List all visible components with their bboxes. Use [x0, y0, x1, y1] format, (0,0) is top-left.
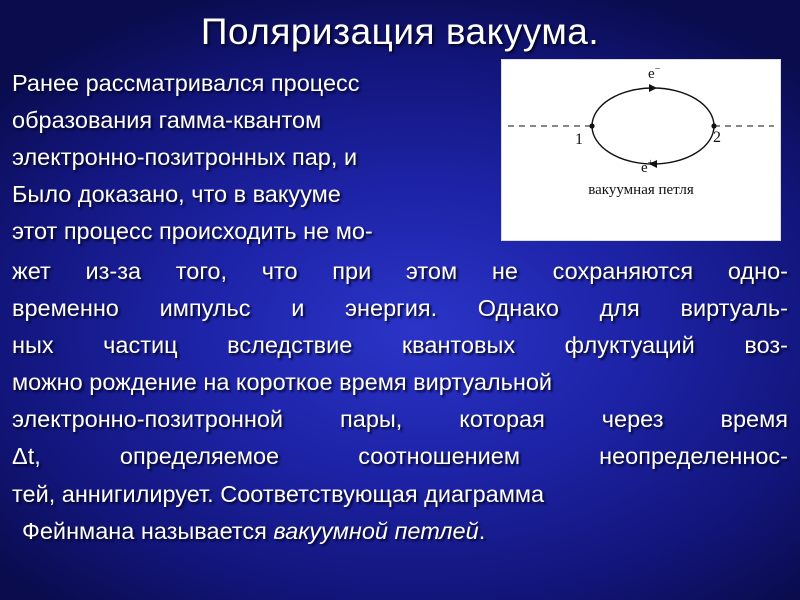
diagram-svg: [502, 60, 780, 240]
positron-label: e+: [641, 158, 654, 176]
vertex-1-dot: [589, 123, 594, 128]
text-line: временно импульс и энергия. Однако для виртуаль-: [12, 295, 788, 321]
text-line: Было доказано, что в вакууме: [12, 181, 341, 207]
text-fragment: Фейнмана называется: [22, 518, 274, 544]
text-line: электронно-позитронной пары, которая через время: [12, 406, 788, 432]
text-line: Ранее рассматривался процесс: [12, 70, 360, 96]
vertex-2-dot: [711, 123, 716, 128]
slide-title: Поляризация вакуума.: [200, 11, 600, 52]
diagram-caption: вакуумная петля: [588, 182, 694, 198]
electron-label: e−: [648, 64, 661, 82]
text-line: электронно-позитронных пар, и: [12, 144, 358, 170]
text-line: тей, аннигилирует. Соответствующая диаграмма: [12, 481, 545, 507]
loop-ellipse: [592, 88, 714, 164]
electron-arrow-icon: [649, 84, 657, 92]
text-line: ных частиц вследствие квантовых флуктуаций воз-: [12, 332, 788, 358]
feynman-vacuum-loop-diagram: [501, 59, 781, 241]
text-line: образования гамма-квантом: [12, 107, 322, 133]
vacuum-loop-term: вакуумной петлей: [273, 518, 479, 544]
text-fragment: .: [478, 518, 486, 544]
text-line: Δt, определяемое соотношением неопределеннос-: [12, 443, 788, 469]
vertex-1-label: 1: [575, 131, 583, 148]
text-line: можно рождение на короткое время виртуальной: [12, 369, 553, 395]
text-line-final: [22, 512, 798, 550]
text-line: жет из-за того, что при этом не сохраняются одно-: [12, 258, 788, 284]
text-line: этот процесс происходить не мо-: [12, 218, 373, 244]
vertex-2-label: 2: [713, 129, 721, 146]
